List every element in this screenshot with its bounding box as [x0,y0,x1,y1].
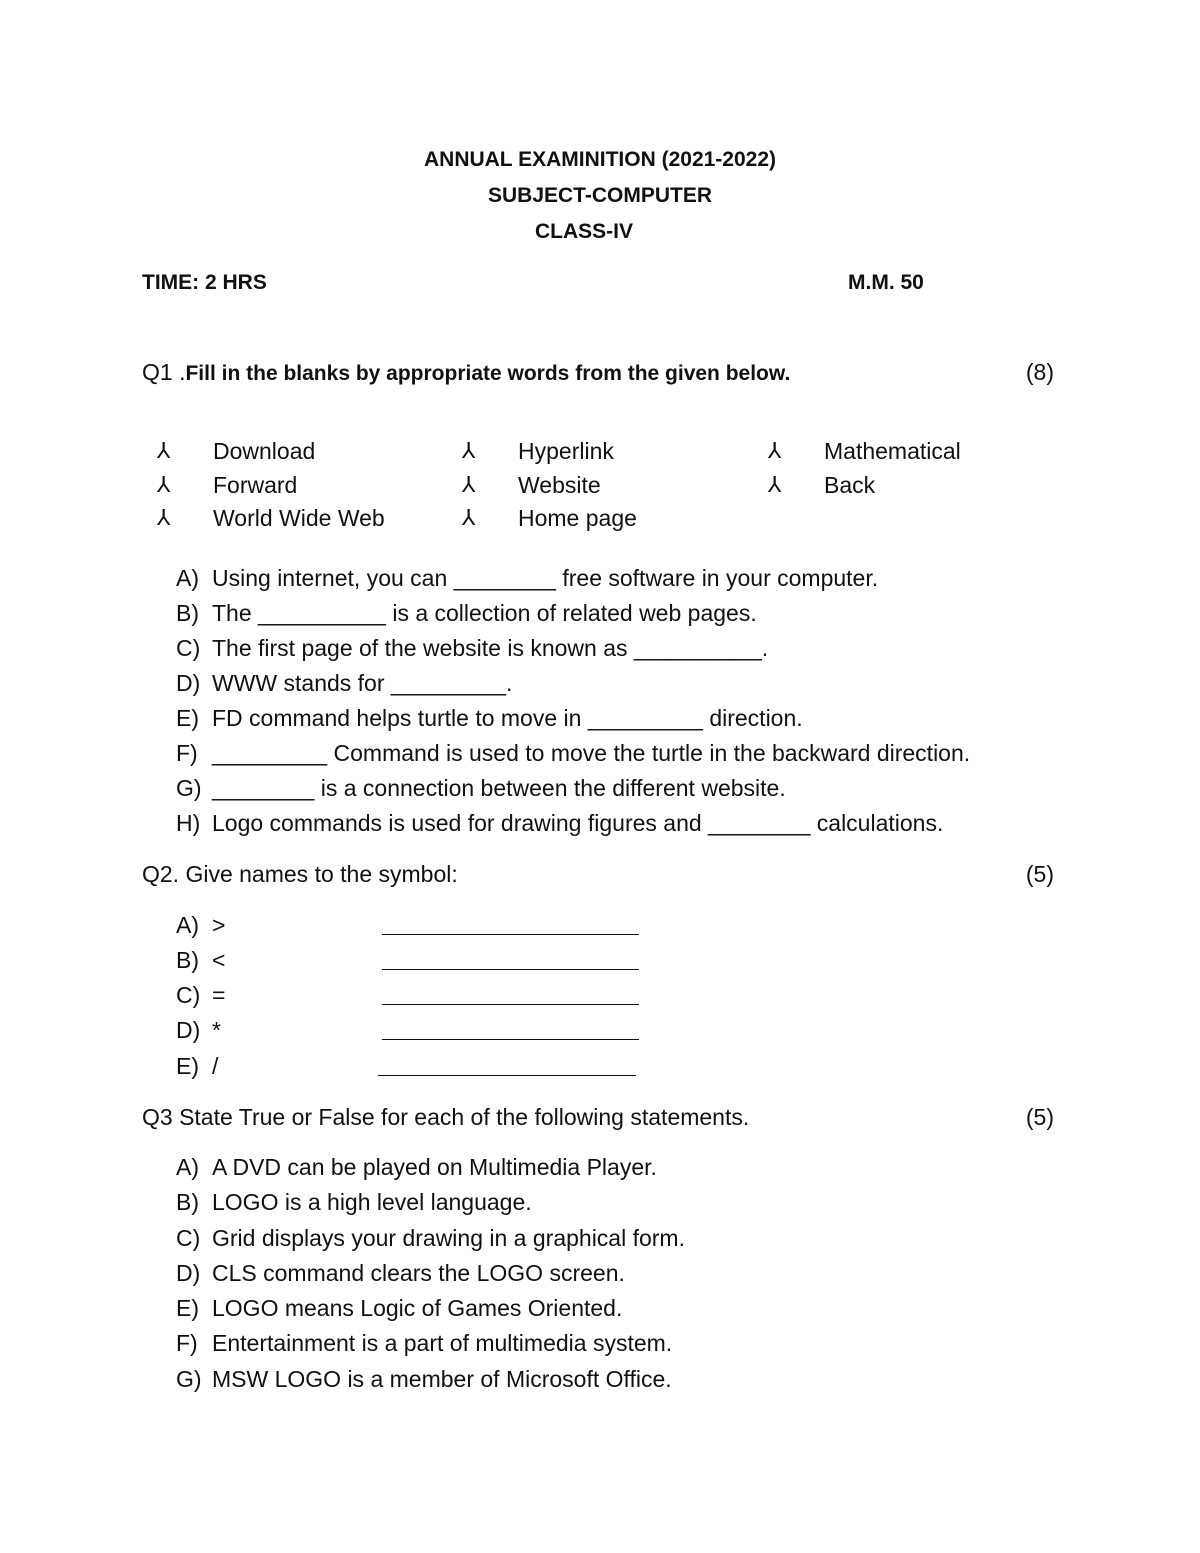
item-label: E) [176,1295,199,1321]
word-bank-item: Home page [518,505,637,531]
item-label: D) [176,1017,201,1043]
answer-line [382,934,639,935]
item-label: G) [176,775,202,801]
time-label: TIME: 2 HRS [142,271,267,294]
subject-line: SUBJECT-COMPUTER [487,184,713,207]
q2-item [176,981,225,1009]
q1-heading [142,358,790,388]
item-label: B) [176,947,199,973]
item-text: The __________ is a collection of related web pages. [212,600,757,626]
item-text: LOGO is a high level language. [212,1189,532,1215]
q1-item [176,634,768,662]
item-label: G) [176,1366,202,1392]
answer-line [382,1004,639,1005]
item-text: Using internet, you can ________ free software in your computer. [212,565,879,591]
item-text: _________ Command is used to move the turtle in the backward direction. [212,740,971,766]
word-bank-item: Back [824,472,876,498]
item-text: LOGO means Logic of Games Oriented. [212,1295,623,1321]
q3-item [176,1259,625,1287]
q1-item [176,739,970,767]
q1-marks: (8) [1025,359,1054,385]
q1-item [176,564,878,592]
word-bank-item: Hyperlink [518,438,614,464]
word-bank-item: World Wide Web [213,505,385,531]
q1-instruction: Fill in the blanks by appropriate words from the given below. [185,362,791,385]
item-label: E) [176,1053,199,1079]
class-line: CLASS-IV [535,220,634,243]
answer-line [382,969,639,970]
word-bank-item: Mathematical [824,438,961,464]
word-bank-item: Forward [213,472,298,498]
item-label: A) [176,565,199,591]
q3-item [176,1224,685,1252]
q3-heading: Q3 State True or False for each of the following statements. [142,1104,750,1130]
bullet-icon: ⅄ [768,472,782,497]
bullet-icon: ⅄ [462,505,476,530]
item-text: ________ is a connection between the different website. [212,775,786,801]
symbol: * [212,1017,221,1043]
item-label: A) [176,912,199,938]
item-label: D) [176,1260,201,1286]
item-label: E) [176,705,199,731]
item-text: CLS command clears the LOGO screen. [212,1260,625,1286]
item-text: The first page of the website is known as __________. [212,635,769,661]
item-text: FD command helps turtle to move in _________ direction. [212,705,803,731]
q1-item [176,669,512,697]
bullet-icon: ⅄ [768,438,782,463]
q2-item [176,946,225,974]
bullet-icon: ⅄ [157,505,171,530]
q1-item [176,774,786,802]
q1-item [176,704,803,732]
item-text: MSW LOGO is a member of Microsoft Office. [212,1366,672,1392]
max-marks-label: M.M. 50 [848,271,924,294]
answer-line [382,1039,639,1040]
q2-item [176,911,225,939]
q2-heading: Q2. Give names to the symbol: [142,861,458,887]
item-text: WWW stands for _________. [212,670,513,696]
item-text: Entertainment is a part of multimedia system. [212,1330,673,1356]
item-label: B) [176,600,199,626]
q3-marks: (5) [1025,1104,1054,1130]
q1-item [176,599,757,627]
item-label: C) [176,1225,201,1251]
symbol: = [212,982,226,1008]
bullet-icon: ⅄ [157,472,171,497]
q3-item [176,1365,672,1393]
q3-item [176,1188,532,1216]
item-label: C) [176,635,201,661]
word-bank-item: Website [518,472,601,498]
exam-title: ANNUAL EXAMINITION (2021-2022) [423,148,777,171]
q1-item [176,809,943,837]
symbol: < [212,947,226,973]
bullet-icon: ⅄ [462,438,476,463]
word-bank-item: Download [213,438,316,464]
item-label: C) [176,982,201,1008]
q3-item [176,1294,622,1322]
item-label: F) [176,740,198,766]
q3-item [176,1329,672,1357]
symbol: / [212,1053,219,1079]
bullet-icon: ⅄ [157,438,171,463]
bullet-icon: ⅄ [462,472,476,497]
item-text: A DVD can be played on Multimedia Player. [212,1154,657,1180]
answer-line [378,1075,636,1076]
q2-item [176,1016,221,1044]
item-label: A) [176,1154,199,1180]
q2-marks: (5) [1025,861,1054,887]
item-label: F) [176,1330,198,1356]
q1-number: Q1 . [142,359,186,385]
q3-item [176,1153,657,1181]
item-text: Grid displays your drawing in a graphical form. [212,1225,685,1251]
item-text: Logo commands is used for drawing figures and ________ calculations. [212,810,944,836]
symbol: > [212,912,226,938]
item-label: B) [176,1189,199,1215]
item-label: D) [176,670,201,696]
item-label: H) [176,810,201,836]
q2-item [176,1052,218,1080]
